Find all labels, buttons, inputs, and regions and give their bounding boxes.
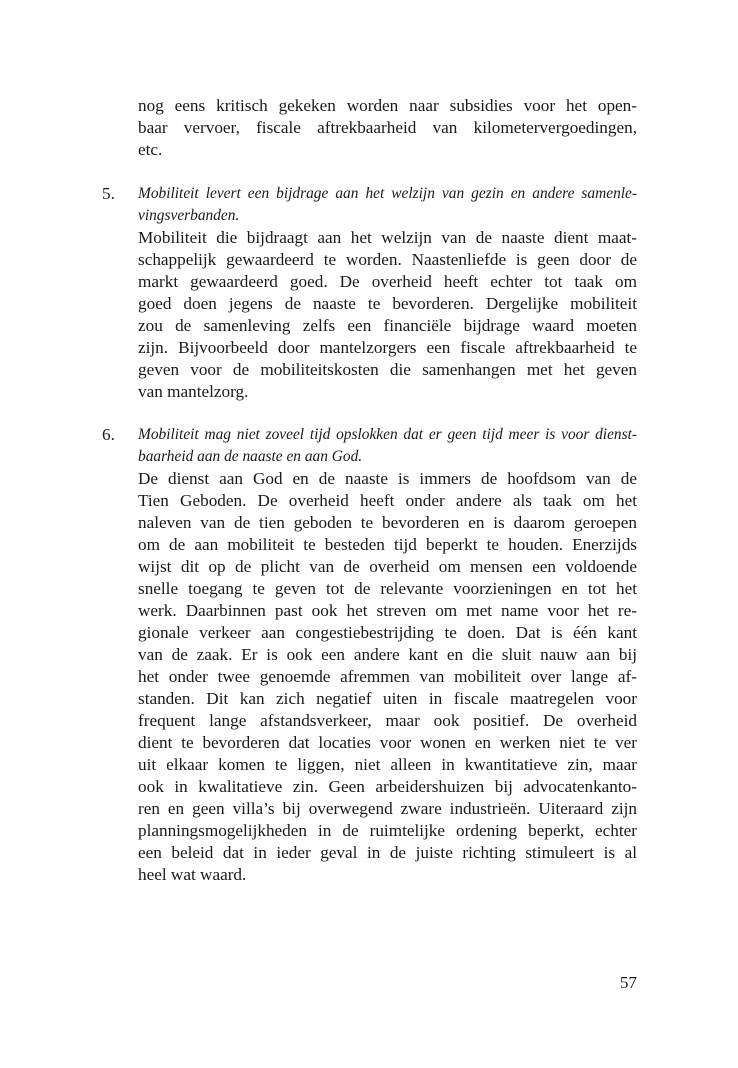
text-line: De dienst aan God en de naaste is immers de hoofdsom van de [138, 469, 637, 488]
text-line: baar vervoer, fiscale aftrekbaarheid van kilometervergoedingen, [138, 118, 637, 137]
text-line: van de zaak. Er is ook een andere kant en die sluit nauw aan bij [138, 645, 637, 664]
item-number: 5. [102, 184, 115, 203]
text-line: planningsmogelijkheden in de ruimtelijke ordening beperkt, echter [138, 821, 637, 840]
text-line: een beleid dat in ieder geval in de juiste richting stimuleert is al [138, 843, 637, 862]
text-line: werk. Daarbinnen past ook het streven om met name voor het re- [138, 601, 637, 620]
text-line: frequent lange afstandsverkeer, maar ook positief. De overheid [138, 711, 637, 730]
text-line: het onder twee genoemde afremmen van mobiliteit over lange af- [138, 667, 637, 686]
text-line: wijst dit op de plicht van de overheid om mensen een voldoende [138, 557, 637, 576]
text-line: standen. Dit kan zich negatief uiten in fiscale maatregelen voor [138, 689, 637, 708]
text-line: uit elkaar komen te liggen, niet alleen in kwantitatieve zin, maar [138, 755, 637, 774]
heading-line: vingsverbanden. [138, 207, 240, 224]
text-line: van mantelzorg. [138, 382, 249, 401]
heading-line: Mobiliteit mag niet zoveel tijd opslokken dat er geen tijd meer is voor dienst- [138, 426, 637, 443]
text-line: om de aan mobiliteit te besteden tijd beperkt te houden. Enerzijds [138, 535, 637, 554]
text-line: zijn. Bijvoorbeeld door mantelzorgers een fiscale aftrekbaarheid te [138, 338, 637, 357]
text-line: nog eens kritisch gekeken worden naar subsidies voor het open- [138, 96, 637, 115]
text-line: snelle toegang te geven tot de relevante voorzieningen en tot het [138, 579, 637, 598]
text-line: markt gewaardeerd goed. De overheid heeft echter tot taak om [138, 272, 637, 291]
intro-paragraph [138, 95, 637, 161]
text-line: ren en geen villa’s bij overwegend zware industrieën. Uiteraard zijn [138, 799, 637, 818]
item-number: 6. [102, 425, 115, 444]
text-line: ook in kwalitatieve zin. Geen arbeidershuizen bij advocatenkanto- [138, 777, 637, 796]
text-line: zou de samenleving zelfs een financiële bijdrage waard moeten [138, 316, 637, 335]
heading-line: Mobiliteit levert een bijdrage aan het welzijn van gezin en andere samenle- [138, 185, 637, 202]
text-line: heel wat waard. [138, 865, 247, 884]
text-line: goed doen jegens de naaste te bevorderen. Dergelijke mobiliteit [138, 294, 637, 313]
heading-line: baarheid aan de naaste en aan God. [138, 448, 363, 465]
item-body [138, 227, 637, 403]
text-line: Mobiliteit die bijdraagt aan het welzijn van de naaste dient maat- [138, 228, 637, 247]
item-heading [138, 424, 637, 468]
text-line: Tien Geboden. De overheid heeft onder andere als taak om het [138, 491, 637, 510]
text-line: etc. [138, 140, 163, 159]
text-line: gionale verkeer aan congestiebestrijding te doen. Dat is één kant [138, 623, 637, 642]
text-line: dient te bevorderen dat locaties voor wonen en werken niet te ver [138, 733, 637, 752]
text-line: geven voor de mobiliteitskosten die samenhangen met het geven [138, 360, 637, 379]
item-body [138, 468, 637, 886]
text-line: schappelijk gewaardeerd te worden. Naastenliefde is geen door de [138, 250, 637, 269]
text-line: naleven van de tien geboden te bevorderen en is daarom geroepen [138, 513, 637, 532]
page-number: 57 [619, 973, 637, 992]
item-heading [138, 183, 637, 227]
